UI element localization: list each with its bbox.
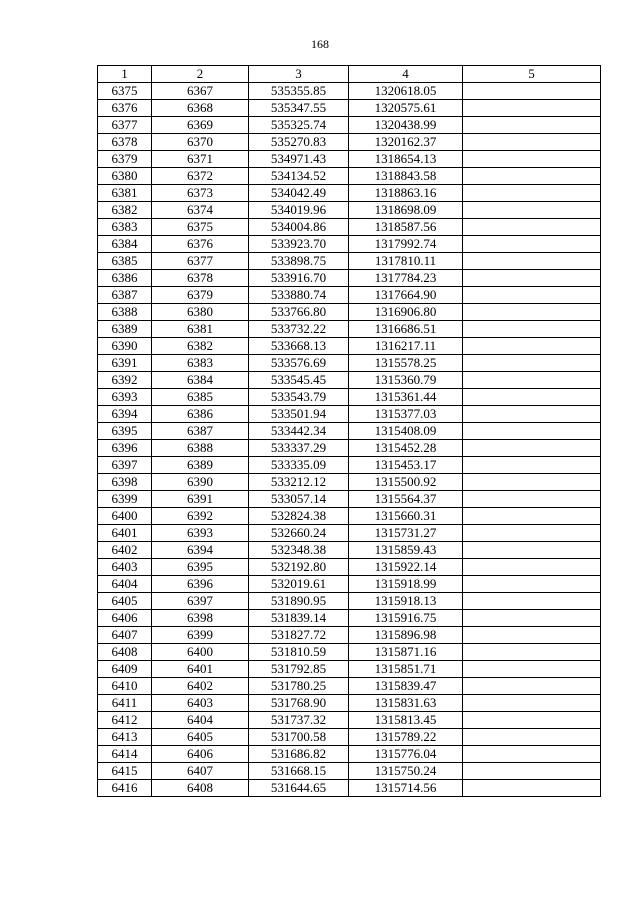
point-number-cell: 6412 bbox=[98, 712, 152, 729]
y-coordinate-cell: 1315896.98 bbox=[349, 627, 463, 644]
point-id-cell: 6384 bbox=[152, 372, 249, 389]
point-number-cell: 6383 bbox=[98, 219, 152, 236]
point-number-cell: 6381 bbox=[98, 185, 152, 202]
table-row bbox=[98, 491, 601, 508]
table-row bbox=[98, 338, 601, 355]
table-row bbox=[98, 423, 601, 440]
point-id-cell: 6397 bbox=[152, 593, 249, 610]
point-id-cell: 6408 bbox=[152, 780, 249, 797]
x-coordinate-cell: 532192.80 bbox=[249, 559, 349, 576]
point-id-cell: 6374 bbox=[152, 202, 249, 219]
y-coordinate-cell: 1315813.45 bbox=[349, 712, 463, 729]
table-row bbox=[98, 151, 601, 168]
point-id-cell: 6403 bbox=[152, 695, 249, 712]
y-coordinate-cell: 1318654.13 bbox=[349, 151, 463, 168]
point-id-cell: 6377 bbox=[152, 253, 249, 270]
x-coordinate-cell: 533337.29 bbox=[249, 440, 349, 457]
note-cell bbox=[463, 168, 601, 185]
note-cell bbox=[463, 661, 601, 678]
y-coordinate-cell: 1315714.56 bbox=[349, 780, 463, 797]
table-row bbox=[98, 695, 601, 712]
point-id-cell: 6399 bbox=[152, 627, 249, 644]
y-coordinate-cell: 1317992.74 bbox=[349, 236, 463, 253]
x-coordinate-cell: 533442.34 bbox=[249, 423, 349, 440]
y-coordinate-cell: 1318863.16 bbox=[349, 185, 463, 202]
x-coordinate-cell: 531668.15 bbox=[249, 763, 349, 780]
point-number-cell: 6399 bbox=[98, 491, 152, 508]
point-id-cell: 6386 bbox=[152, 406, 249, 423]
point-id-cell: 6392 bbox=[152, 508, 249, 525]
point-number-cell: 6382 bbox=[98, 202, 152, 219]
point-number-cell: 6376 bbox=[98, 100, 152, 117]
note-cell bbox=[463, 117, 601, 134]
point-id-cell: 6391 bbox=[152, 491, 249, 508]
point-number-cell: 6414 bbox=[98, 746, 152, 763]
point-number-cell: 6404 bbox=[98, 576, 152, 593]
x-coordinate-cell: 533335.09 bbox=[249, 457, 349, 474]
y-coordinate-cell: 1320438.99 bbox=[349, 117, 463, 134]
y-coordinate-cell: 1315831.63 bbox=[349, 695, 463, 712]
y-coordinate-cell: 1320162.37 bbox=[349, 134, 463, 151]
point-id-cell: 6369 bbox=[152, 117, 249, 134]
note-cell bbox=[463, 559, 601, 576]
point-id-cell: 6381 bbox=[152, 321, 249, 338]
y-coordinate-cell: 1316217.11 bbox=[349, 338, 463, 355]
note-cell bbox=[463, 780, 601, 797]
note-cell bbox=[463, 236, 601, 253]
point-number-cell: 6377 bbox=[98, 117, 152, 134]
x-coordinate-cell: 533501.94 bbox=[249, 406, 349, 423]
y-coordinate-cell: 1315578.25 bbox=[349, 355, 463, 372]
table-row bbox=[98, 83, 601, 100]
y-coordinate-cell: 1315839.47 bbox=[349, 678, 463, 695]
y-coordinate-cell: 1315859.43 bbox=[349, 542, 463, 559]
x-coordinate-cell: 531686.82 bbox=[249, 746, 349, 763]
table-row bbox=[98, 219, 601, 236]
point-number-cell: 6405 bbox=[98, 593, 152, 610]
y-coordinate-cell: 1315776.04 bbox=[349, 746, 463, 763]
x-coordinate-cell: 531810.59 bbox=[249, 644, 349, 661]
x-coordinate-cell: 533543.79 bbox=[249, 389, 349, 406]
table-header-row bbox=[98, 66, 601, 83]
x-coordinate-cell: 533923.70 bbox=[249, 236, 349, 253]
point-id-cell: 6380 bbox=[152, 304, 249, 321]
y-coordinate-cell: 1315731.27 bbox=[349, 525, 463, 542]
table-row bbox=[98, 610, 601, 627]
point-number-cell: 6380 bbox=[98, 168, 152, 185]
x-coordinate-cell: 531827.72 bbox=[249, 627, 349, 644]
y-coordinate-cell: 1315361.44 bbox=[349, 389, 463, 406]
column-header-1: 1 bbox=[98, 66, 152, 83]
x-coordinate-cell: 531839.14 bbox=[249, 610, 349, 627]
y-coordinate-cell: 1315789.22 bbox=[349, 729, 463, 746]
table-row bbox=[98, 474, 601, 491]
table-row bbox=[98, 287, 601, 304]
point-id-cell: 6376 bbox=[152, 236, 249, 253]
x-coordinate-cell: 531644.65 bbox=[249, 780, 349, 797]
table-row bbox=[98, 576, 601, 593]
note-cell bbox=[463, 440, 601, 457]
table-row bbox=[98, 270, 601, 287]
point-id-cell: 6371 bbox=[152, 151, 249, 168]
y-coordinate-cell: 1315851.71 bbox=[349, 661, 463, 678]
point-id-cell: 6372 bbox=[152, 168, 249, 185]
y-coordinate-cell: 1315500.92 bbox=[349, 474, 463, 491]
table-row bbox=[98, 253, 601, 270]
y-coordinate-cell: 1317664.90 bbox=[349, 287, 463, 304]
point-id-cell: 6367 bbox=[152, 83, 249, 100]
x-coordinate-cell: 533576.69 bbox=[249, 355, 349, 372]
y-coordinate-cell: 1315916.75 bbox=[349, 610, 463, 627]
point-id-cell: 6368 bbox=[152, 100, 249, 117]
point-id-cell: 6398 bbox=[152, 610, 249, 627]
point-number-cell: 6391 bbox=[98, 355, 152, 372]
y-coordinate-cell: 1316906.80 bbox=[349, 304, 463, 321]
note-cell bbox=[463, 593, 601, 610]
point-number-cell: 6408 bbox=[98, 644, 152, 661]
note-cell bbox=[463, 525, 601, 542]
column-header-5: 5 bbox=[463, 66, 601, 83]
x-coordinate-cell: 533668.13 bbox=[249, 338, 349, 355]
y-coordinate-cell: 1315918.99 bbox=[349, 576, 463, 593]
point-number-cell: 6389 bbox=[98, 321, 152, 338]
note-cell bbox=[463, 100, 601, 117]
x-coordinate-cell: 532019.61 bbox=[249, 576, 349, 593]
point-number-cell: 6407 bbox=[98, 627, 152, 644]
table-body bbox=[98, 83, 601, 797]
note-cell bbox=[463, 576, 601, 593]
x-coordinate-cell: 535270.83 bbox=[249, 134, 349, 151]
x-coordinate-cell: 532824.38 bbox=[249, 508, 349, 525]
x-coordinate-cell: 534134.52 bbox=[249, 168, 349, 185]
x-coordinate-cell: 534971.43 bbox=[249, 151, 349, 168]
y-coordinate-cell: 1318587.56 bbox=[349, 219, 463, 236]
y-coordinate-cell: 1315453.17 bbox=[349, 457, 463, 474]
table-row bbox=[98, 457, 601, 474]
point-id-cell: 6407 bbox=[152, 763, 249, 780]
note-cell bbox=[463, 474, 601, 491]
table-row bbox=[98, 712, 601, 729]
x-coordinate-cell: 531700.58 bbox=[249, 729, 349, 746]
point-number-cell: 6393 bbox=[98, 389, 152, 406]
note-cell bbox=[463, 202, 601, 219]
x-coordinate-cell: 531737.32 bbox=[249, 712, 349, 729]
note-cell bbox=[463, 712, 601, 729]
point-number-cell: 6395 bbox=[98, 423, 152, 440]
point-id-cell: 6382 bbox=[152, 338, 249, 355]
x-coordinate-cell: 533212.12 bbox=[249, 474, 349, 491]
note-cell bbox=[463, 151, 601, 168]
point-number-cell: 6413 bbox=[98, 729, 152, 746]
y-coordinate-cell: 1315360.79 bbox=[349, 372, 463, 389]
x-coordinate-cell: 535355.85 bbox=[249, 83, 349, 100]
note-cell bbox=[463, 287, 601, 304]
x-coordinate-cell: 531890.95 bbox=[249, 593, 349, 610]
x-coordinate-cell: 535347.55 bbox=[249, 100, 349, 117]
table-row bbox=[98, 117, 601, 134]
table-row bbox=[98, 627, 601, 644]
y-coordinate-cell: 1315922.14 bbox=[349, 559, 463, 576]
table-row bbox=[98, 355, 601, 372]
note-cell bbox=[463, 678, 601, 695]
note-cell bbox=[463, 389, 601, 406]
x-coordinate-cell: 533766.80 bbox=[249, 304, 349, 321]
table-row bbox=[98, 168, 601, 185]
table-row bbox=[98, 185, 601, 202]
point-id-cell: 6393 bbox=[152, 525, 249, 542]
point-number-cell: 6375 bbox=[98, 83, 152, 100]
note-cell bbox=[463, 372, 601, 389]
note-cell bbox=[463, 627, 601, 644]
point-id-cell: 6383 bbox=[152, 355, 249, 372]
note-cell bbox=[463, 270, 601, 287]
table-row bbox=[98, 440, 601, 457]
table-row bbox=[98, 525, 601, 542]
x-coordinate-cell: 533898.75 bbox=[249, 253, 349, 270]
point-number-cell: 6411 bbox=[98, 695, 152, 712]
note-cell bbox=[463, 542, 601, 559]
point-id-cell: 6405 bbox=[152, 729, 249, 746]
table-row bbox=[98, 559, 601, 576]
note-cell bbox=[463, 644, 601, 661]
table-row bbox=[98, 644, 601, 661]
y-coordinate-cell: 1315408.09 bbox=[349, 423, 463, 440]
table-row bbox=[98, 304, 601, 321]
point-id-cell: 6390 bbox=[152, 474, 249, 491]
point-number-cell: 6397 bbox=[98, 457, 152, 474]
point-number-cell: 6415 bbox=[98, 763, 152, 780]
table-row bbox=[98, 729, 601, 746]
point-number-cell: 6403 bbox=[98, 559, 152, 576]
y-coordinate-cell: 1315871.16 bbox=[349, 644, 463, 661]
point-id-cell: 6378 bbox=[152, 270, 249, 287]
table-row bbox=[98, 508, 601, 525]
note-cell bbox=[463, 695, 601, 712]
x-coordinate-cell: 532660.24 bbox=[249, 525, 349, 542]
table-row bbox=[98, 763, 601, 780]
note-cell bbox=[463, 219, 601, 236]
x-coordinate-cell: 534042.49 bbox=[249, 185, 349, 202]
table-row bbox=[98, 100, 601, 117]
table-row bbox=[98, 406, 601, 423]
point-number-cell: 6390 bbox=[98, 338, 152, 355]
x-coordinate-cell: 533880.74 bbox=[249, 287, 349, 304]
note-cell bbox=[463, 610, 601, 627]
y-coordinate-cell: 1315750.24 bbox=[349, 763, 463, 780]
note-cell bbox=[463, 508, 601, 525]
note-cell bbox=[463, 355, 601, 372]
note-cell bbox=[463, 457, 601, 474]
note-cell bbox=[463, 304, 601, 321]
y-coordinate-cell: 1315918.13 bbox=[349, 593, 463, 610]
point-id-cell: 6370 bbox=[152, 134, 249, 151]
table-row bbox=[98, 746, 601, 763]
point-id-cell: 6385 bbox=[152, 389, 249, 406]
note-cell bbox=[463, 729, 601, 746]
point-id-cell: 6394 bbox=[152, 542, 249, 559]
note-cell bbox=[463, 83, 601, 100]
point-id-cell: 6395 bbox=[152, 559, 249, 576]
note-cell bbox=[463, 338, 601, 355]
point-number-cell: 6385 bbox=[98, 253, 152, 270]
point-number-cell: 6394 bbox=[98, 406, 152, 423]
y-coordinate-cell: 1318698.09 bbox=[349, 202, 463, 219]
note-cell bbox=[463, 185, 601, 202]
point-id-cell: 6402 bbox=[152, 678, 249, 695]
point-number-cell: 6398 bbox=[98, 474, 152, 491]
point-number-cell: 6406 bbox=[98, 610, 152, 627]
table-row bbox=[98, 134, 601, 151]
table-row bbox=[98, 678, 601, 695]
y-coordinate-cell: 1318843.58 bbox=[349, 168, 463, 185]
column-header-4: 4 bbox=[349, 66, 463, 83]
note-cell bbox=[463, 253, 601, 270]
x-coordinate-cell: 531780.25 bbox=[249, 678, 349, 695]
table-row bbox=[98, 593, 601, 610]
x-coordinate-cell: 535325.74 bbox=[249, 117, 349, 134]
note-cell bbox=[463, 423, 601, 440]
point-number-cell: 6388 bbox=[98, 304, 152, 321]
column-header-3: 3 bbox=[249, 66, 349, 83]
point-id-cell: 6373 bbox=[152, 185, 249, 202]
note-cell bbox=[463, 321, 601, 338]
page-number: 168 bbox=[311, 37, 329, 51]
table-row bbox=[98, 542, 601, 559]
x-coordinate-cell: 534019.96 bbox=[249, 202, 349, 219]
column-header-2: 2 bbox=[152, 66, 249, 83]
x-coordinate-cell: 532348.38 bbox=[249, 542, 349, 559]
point-id-cell: 6396 bbox=[152, 576, 249, 593]
y-coordinate-cell: 1315377.03 bbox=[349, 406, 463, 423]
point-number-cell: 6396 bbox=[98, 440, 152, 457]
table-row bbox=[98, 661, 601, 678]
point-number-cell: 6400 bbox=[98, 508, 152, 525]
point-number-cell: 6384 bbox=[98, 236, 152, 253]
x-coordinate-cell: 533732.22 bbox=[249, 321, 349, 338]
point-id-cell: 6406 bbox=[152, 746, 249, 763]
y-coordinate-cell: 1320618.05 bbox=[349, 83, 463, 100]
x-coordinate-cell: 533057.14 bbox=[249, 491, 349, 508]
table-row bbox=[98, 372, 601, 389]
coordinates-table bbox=[97, 65, 601, 797]
x-coordinate-cell: 534004.86 bbox=[249, 219, 349, 236]
table-row bbox=[98, 236, 601, 253]
point-number-cell: 6409 bbox=[98, 661, 152, 678]
y-coordinate-cell: 1315564.37 bbox=[349, 491, 463, 508]
point-number-cell: 6379 bbox=[98, 151, 152, 168]
point-number-cell: 6386 bbox=[98, 270, 152, 287]
point-id-cell: 6389 bbox=[152, 457, 249, 474]
x-coordinate-cell: 531792.85 bbox=[249, 661, 349, 678]
table-row bbox=[98, 202, 601, 219]
note-cell bbox=[463, 763, 601, 780]
point-number-cell: 6410 bbox=[98, 678, 152, 695]
point-number-cell: 6387 bbox=[98, 287, 152, 304]
x-coordinate-cell: 533545.45 bbox=[249, 372, 349, 389]
note-cell bbox=[463, 406, 601, 423]
point-id-cell: 6400 bbox=[152, 644, 249, 661]
point-number-cell: 6392 bbox=[98, 372, 152, 389]
note-cell bbox=[463, 746, 601, 763]
point-id-cell: 6375 bbox=[152, 219, 249, 236]
y-coordinate-cell: 1315452.28 bbox=[349, 440, 463, 457]
y-coordinate-cell: 1320575.61 bbox=[349, 100, 463, 117]
point-number-cell: 6378 bbox=[98, 134, 152, 151]
x-coordinate-cell: 531768.90 bbox=[249, 695, 349, 712]
y-coordinate-cell: 1317784.23 bbox=[349, 270, 463, 287]
table-row bbox=[98, 389, 601, 406]
point-number-cell: 6401 bbox=[98, 525, 152, 542]
y-coordinate-cell: 1315660.31 bbox=[349, 508, 463, 525]
point-id-cell: 6401 bbox=[152, 661, 249, 678]
point-id-cell: 6404 bbox=[152, 712, 249, 729]
table-row bbox=[98, 321, 601, 338]
point-id-cell: 6387 bbox=[152, 423, 249, 440]
point-id-cell: 6388 bbox=[152, 440, 249, 457]
table-row bbox=[98, 780, 601, 797]
y-coordinate-cell: 1317810.11 bbox=[349, 253, 463, 270]
point-number-cell: 6402 bbox=[98, 542, 152, 559]
y-coordinate-cell: 1316686.51 bbox=[349, 321, 463, 338]
point-id-cell: 6379 bbox=[152, 287, 249, 304]
point-number-cell: 6416 bbox=[98, 780, 152, 797]
note-cell bbox=[463, 134, 601, 151]
note-cell bbox=[463, 491, 601, 508]
x-coordinate-cell: 533916.70 bbox=[249, 270, 349, 287]
